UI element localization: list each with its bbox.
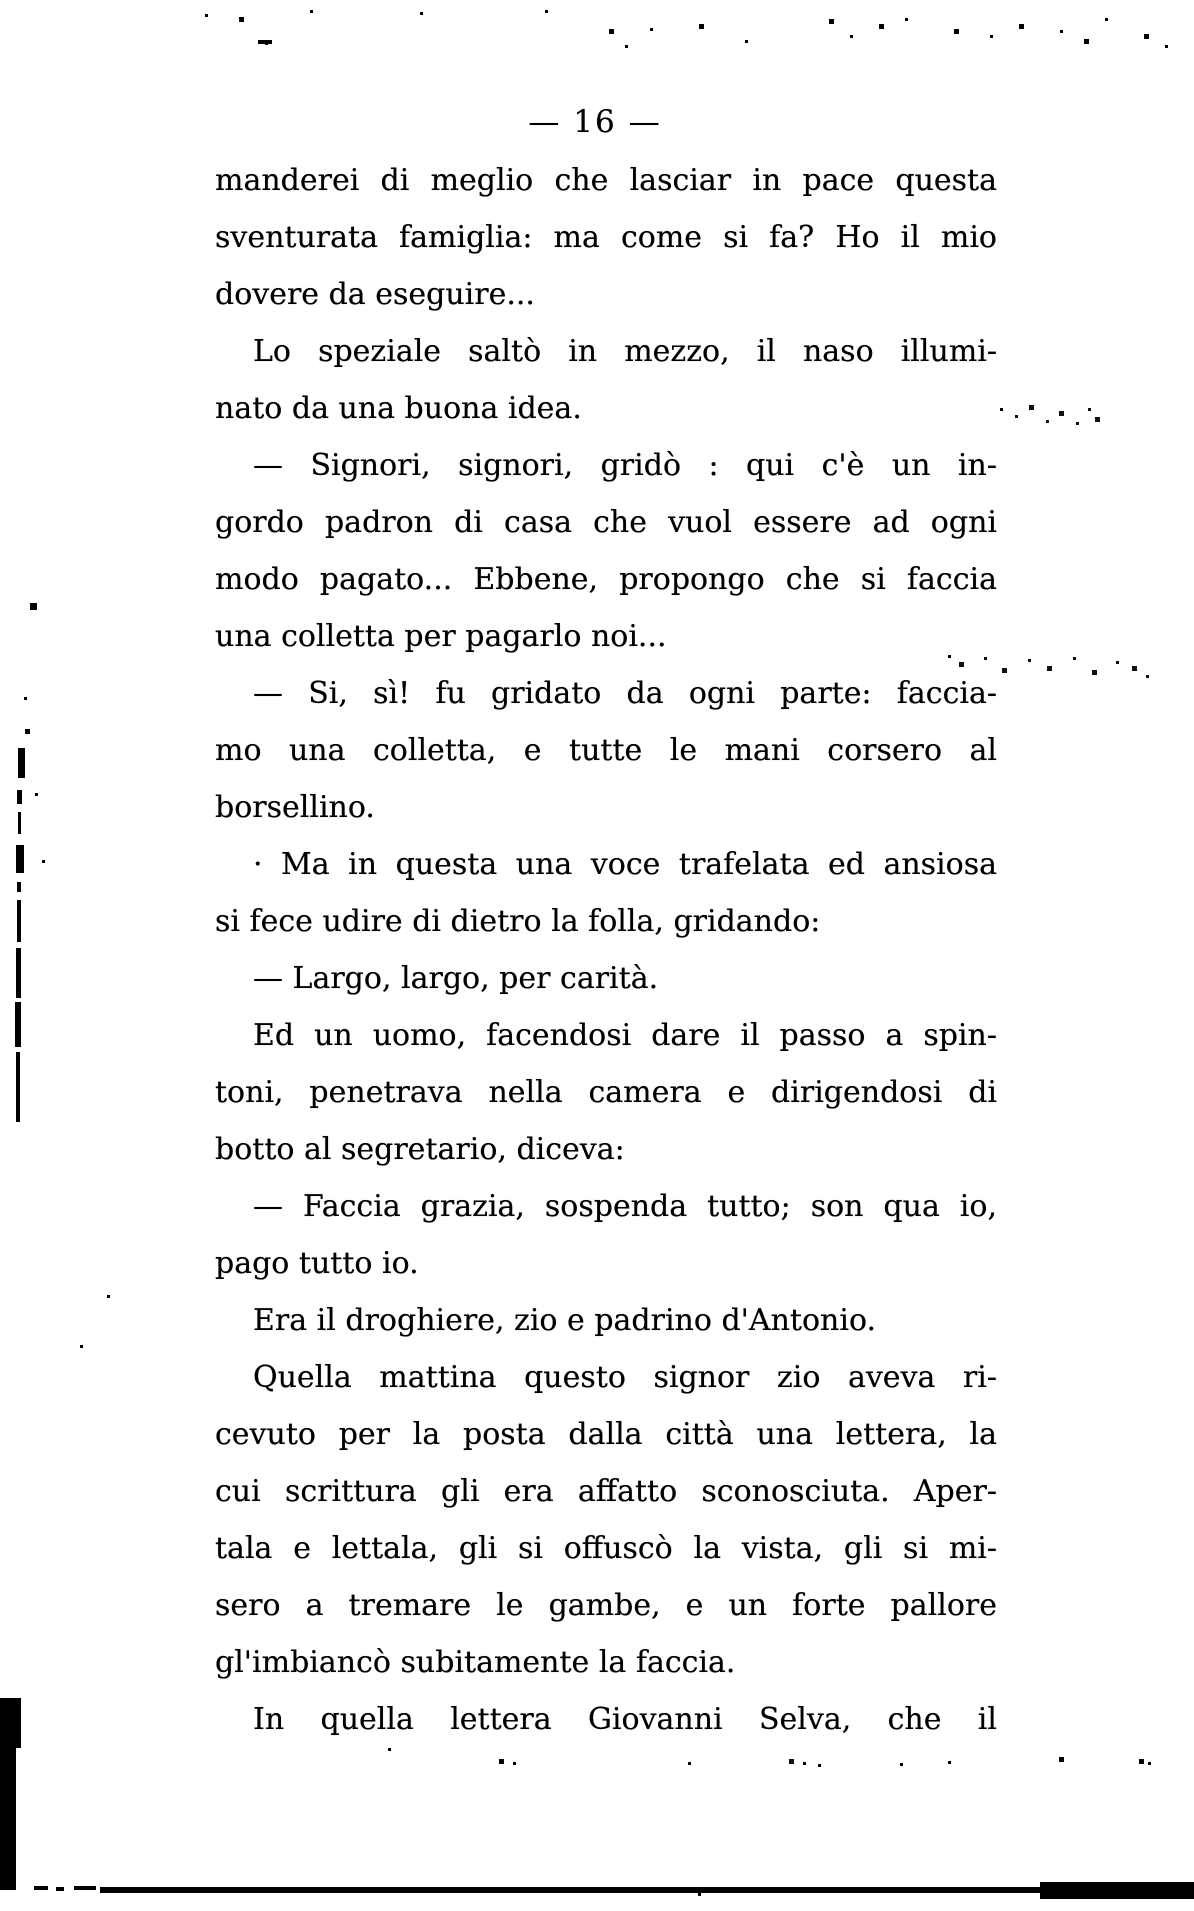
binding-mark	[15, 1002, 21, 1047]
text-line: pago tutto io.	[215, 1246, 419, 1281]
page-edge-line	[100, 1887, 1194, 1893]
text-line: borsellino.	[215, 790, 375, 825]
text-line: Ed un uomo, facendosi dare il passo a spin-	[253, 1018, 997, 1053]
binding-mark	[16, 1052, 20, 1122]
ink-smudge-icon	[948, 655, 951, 658]
text-line: Quella mattina questo signor zio aveva ri-	[253, 1360, 997, 1395]
text-line: sventurata famiglia: ma come si fa? Ho il mio	[215, 220, 997, 255]
text-line: — Si, sì! fu gridato da ogni parte: faccia-	[253, 676, 997, 711]
text-line: cevuto per la posta dalla città una lettera, la	[215, 1417, 997, 1452]
binding-mark	[17, 790, 22, 804]
binding-mark	[16, 845, 24, 873]
text-line: gordo padron di casa che vuol essere ad ogni	[215, 505, 997, 540]
text-line: si fece udire di dietro la folla, gridando:	[215, 904, 821, 939]
scan-speckles-top	[205, 14, 208, 17]
text-line: Era il droghiere, zio e padrino d'Antonio.	[253, 1303, 877, 1338]
binding-mark	[17, 882, 21, 892]
text-line: gl'imbiancò subitamente la faccia.	[215, 1645, 736, 1680]
page-edge-line	[56, 1887, 64, 1891]
text-line: — Faccia grazia, sospenda tutto; son qua io,	[253, 1189, 997, 1224]
binding-bar	[0, 1698, 16, 1890]
binding-mark	[18, 748, 25, 778]
text-line: dovere da eseguire...	[215, 277, 535, 312]
scan-speckles-footer	[388, 1748, 391, 1751]
scan-speckles-left	[32, 605, 35, 608]
text-line: — Signori, signori, gridò : qui c'è un in-	[253, 448, 997, 483]
binding-mark	[17, 900, 21, 942]
text-line: manderei di meglio che lasciar in pace questa	[215, 163, 997, 198]
binding-mark	[16, 948, 21, 998]
text-block	[215, 152, 997, 1748]
text-line: botto al segretario, diceva:	[215, 1132, 625, 1167]
text-line: modo pagato... Ebbene, propongo che si faccia	[215, 562, 997, 597]
text-line: nato da una buona idea.	[215, 391, 582, 426]
scan-dash-mark	[258, 40, 272, 44]
text-line: tala e lettala, gli si offuscò la vista, gli si mi-	[215, 1531, 997, 1566]
ink-smudge-icon	[1000, 408, 1003, 411]
text-line: toni, penetrava nella camera e dirigendosi di	[215, 1075, 997, 1110]
text-line: cui scrittura gli era affatto sconosciuta. Aper-	[215, 1474, 997, 1509]
text-line: una colletta per pagarlo noi...	[215, 619, 667, 654]
binding-mark	[18, 812, 21, 834]
text-line: Lo speziale saltò in mezzo, il naso illumi-	[253, 334, 997, 369]
text-line: mo una colletta, e tutte le mani corsero al	[215, 733, 997, 768]
text-line: · Ma in questa una voce trafelata ed ansiosa	[253, 847, 997, 882]
page-edge-line	[1040, 1882, 1194, 1899]
text-line: — Largo, largo, per carità.	[253, 961, 659, 996]
page-edge-line	[74, 1886, 96, 1890]
text-line: In quella lettera Giovanni Selva, che il	[253, 1702, 997, 1737]
page-edge-line	[34, 1886, 48, 1890]
text-line: sero a tremare le gambe, e un forte pallore	[215, 1588, 997, 1623]
page-number: — 16 —	[528, 104, 662, 140]
